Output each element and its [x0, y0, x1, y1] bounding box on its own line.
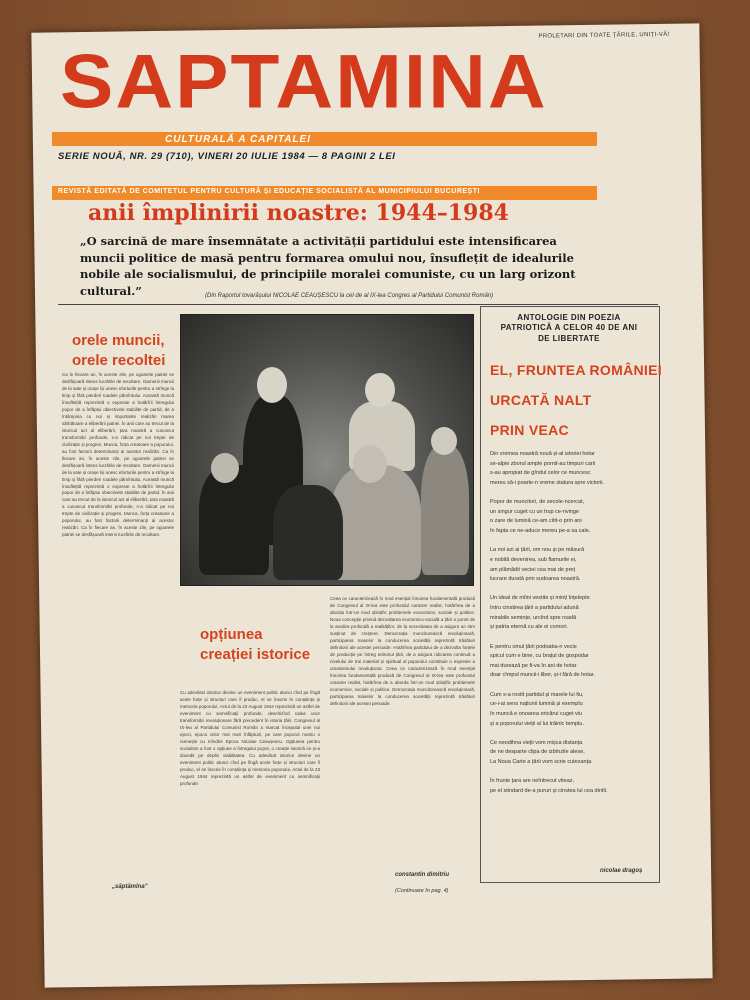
photo-crowd-head: [211, 453, 239, 483]
divider: [58, 304, 658, 305]
middle-article-body-1: Cu adevărat istorice devine un eveniment politic atunci cînd pe lîngă acele forțe și structuri care îl produc, el se înscrie în conștiința și memoria poporului. Actul de la 23 August 1944 reprezintă un astfel de eveniment cu semnificații profunde, deschizînd calea unor transformări revoluționare fără precedent în istoria țării. Congresul al IX-lea al Partidului Comunist Român a marcat începutul unei noi epoci, epoca celor mai mari înfăptuiri, pe care poporul nostru o numește cu mîndrie Epoca Nicolae Ceaușescu. Opțiunea pentru socialism a fost o opțiune a întregului popor, o creație istorică ce și-a dovedit pe deplin viabilitatea. Cu adevărat istorice devine un eveniment politic atunci cînd pe lîngă acele forțe și structuri care îl produc, el se înscrie în conștiința și memoria poporului. Actul de la 23 August 1944 reprezintă un astfel de eveniment cu semnificații profunde.: [180, 690, 320, 786]
lead-quote: „O sarcină de mare însemnătate a activității partidului este intensificarea muncii politice de masă pentru formarea omului nou, însuflețit de idealurile nobile ale socialismului, de principiile moralei comuniste, cu un larg orizont cultural.”: [80, 234, 576, 299]
photo-crowd: [331, 465, 421, 580]
photo-crowd-head: [353, 445, 387, 483]
middle-article-title-2: creației istorice: [200, 646, 311, 663]
quote-source: (Din Raportul tovarășului NICOLAE CEAUȘESCU la cel de al IX-lea Congres al Partidului Comunist Român): [205, 293, 494, 299]
photo: [180, 314, 474, 586]
middle-article-title-1: opțiunea: [200, 626, 263, 643]
left-article-title-2: orele recoltei: [72, 352, 166, 369]
photo-crowd-head: [431, 427, 457, 455]
poem-body: Din vremea noastră nouă și-al istoriei hotar se-alpie zborul ample pornit-au timpuri carii s-au apropiat de gîndul celor ce muncesc mereu să-i poarte-n vreme statura spre victorii. Popor de muncitori, de secole-ncercat, un singur cuget cu un trup ce-nvinge o zare de lumină ce-am citit-o prin ani în fapta ce ne-aduce mereu pe-a sa cale. La noi azi ai țării, om nou și pe măsură e nobilă devenirea, sub flamurile ei, am plămădit veciei cea mai de preț lucrare durată prin sudoarea noastră. Un ideal de mîini vestite și minți înțelepte întru cinstirea țării a partidului adună mirabile semințe, urcînd spre roadă și patria eternă cu ale ei comori. E pentru omul țării podoaba-n vecie spicul cum e bine, cu brațul de gospodar mai durează pe fi-va în ani de hotar doar cîmpul muncii-i liber, și-i fără de hotar. Cum s-a rostit partidul și marele lui fiu, ce-i-ai sens națiunii lumină și exemplu în muncă e onoarea oricărui cuget viu și a poporului vieții al lui trăinic templu. Ce neodihna vieții vom mișca distanța de ne desparte clipa de izbînzile alese, La Noua Carte a țării vom scrie cutezanța. În frunte țara are neîntrecut viteaz, pe el stindard de-a pururi și cinstea lui cea dintîi.: [490, 451, 608, 794]
left-article-body: Ca în fiecare an, în aceste zile, pe ogoarele patriei se desfășoară intens lucrările de recoltare. Oamenii muncii de la sate și orașe își unesc eforturile pentru a strînge la timp și fără pierderi roadele pămîntului. Această muncă însuflețită reprezintă o expresie a hotărîrii întregului popor de a înfăptui obiectivele stabilite de partid, de a întâmpina cu noi și importante realizări marea sărbătoare a eliberării patriei. În anii care au trecut de la istoricul act al eliberării, țara noastră a cunoscut transformări profunde, s-a ridicat pe noi trepte de civilizație și progres. Munca, forța creatoare a poporului, au fost factorii determinanți ai acestor realizări. Ca în fiecare an, în aceste zile, pe ogoarele patriei se desfășoară intens lucrările de recoltare. Oamenii muncii de la sate și orașe își unesc eforturile pentru a strînge la timp și fără pierderi roadele pămîntului. Această muncă însuflețită reprezintă o expresie a hotărîrii întregului popor de a înfăptui obiectivele stabilite de partid. În anii care au trecut de la istoricul act al eliberării, țara noastră a cunoscut transformări profunde, s-a ridicat pe noi trepte de civilizație și progres. Munca, forța creatoare a poporului, au fost factorii determinanți ai acestor realizări. Ca în fiecare an, în aceste zile, pe ogoarele patriei se desfășoară intens lucrările de recoltare.: [62, 372, 174, 538]
middle-article-body-2: Ceea ce caracterizează în mod esențial înnoirea fundamentală produsă de Congresul al IX-lea este profundul caracter realist, hotărîrea de a aborda într-un mod științific problemele economice, sociale și politice. Noua concepție privind dezvoltarea economico-socială a țării a pornit de la analiza profundă a realităților, de la necesitatea de a asigura un ritm susținut de creștere. Democrația muncitorească revoluționară, participarea maselor la conducerea societății reprezintă trăsături definitorii ale acestei perioade. Hotărîrea partidului de a dezvolta forțele de producție pe întreg teritoriul țării, de a asigura ridicarea continuă a nivelului de trai material și spiritual al poporului constituie o expresie a umanismului revoluționar. Ceea ce caracterizează în mod esențial înnoirea fundamentală produsă de Congresul al IX-lea este profundul caracter realist, hotărîrea de a aborda într-un mod științific problemele economice, sociale și politice. Democrația muncitorească revoluționară, participarea maselor la conducerea societății reprezintă trăsături definitorii ale acestei perioade.: [330, 596, 475, 706]
left-signature: „săptămîna”: [112, 884, 148, 890]
lead-headline: anii împlinirii noastre: 1944–1984: [88, 200, 509, 226]
photo-figure-head: [365, 373, 395, 407]
photo-crowd: [421, 445, 469, 575]
continued-note: (Continuare în pag. 4): [395, 888, 449, 894]
photo-crowd: [199, 465, 269, 575]
poem-title-1: EL, FRUNTEA ROMÂNIEI: [490, 362, 662, 378]
poem-author: nicolae dragoș: [600, 868, 643, 874]
editor-line: REVISTĂ EDITATĂ DE COMITETUL PENTRU CULTURĂ ȘI EDUCAȚIE SOCIALISTĂ AL MUNICIPIULUI BUCUREȘTI: [58, 188, 480, 195]
motto: PROLETARI DIN TOATE ȚĂRILE, UNIȚI-VĂ!: [538, 31, 670, 40]
photo-figure-head: [257, 367, 287, 403]
middle-signature: constantin dimitriu: [395, 872, 449, 878]
poem-title-2: URCATĂ NALT: [490, 392, 592, 408]
poetry-heading: ANTOLOGIE DIN POEZIA PATRIOTICĂ A CELOR 40 DE ANI DE LIBERTATE: [500, 313, 638, 343]
subtitle-bar: [52, 132, 597, 146]
issue-line: SERIE NOUĂ, NR. 29 (710), VINERI 20 IULIE 1984 — 8 PAGINI 2 LEI: [58, 151, 396, 162]
poem-title-3: PRIN VEAC: [490, 422, 569, 438]
masthead-title: SAPTAMINA: [60, 39, 548, 124]
photo-crowd: [273, 485, 343, 580]
subtitle: CULTURALĂ A CAPITALEI: [165, 134, 311, 145]
left-article-title-1: orele muncii,: [72, 332, 165, 349]
